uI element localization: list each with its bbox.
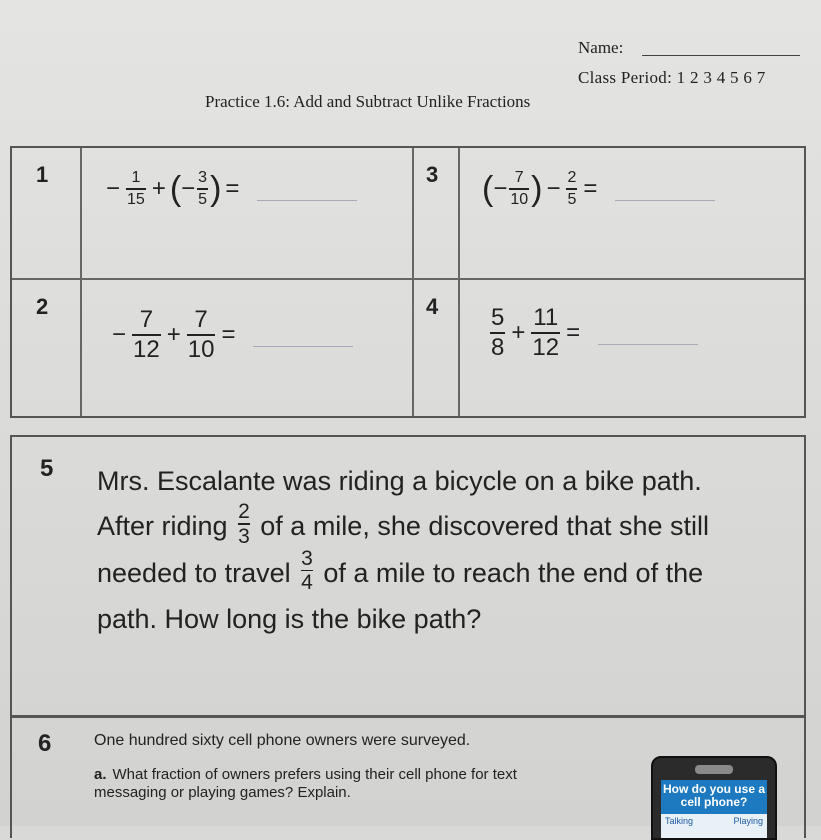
name-label: Name: xyxy=(578,38,624,57)
equals-sign: = xyxy=(566,318,581,346)
open-paren: ( xyxy=(169,169,182,208)
problem-4-expression xyxy=(488,306,698,360)
fraction-bar xyxy=(509,188,529,190)
problem-2-expression xyxy=(108,308,353,362)
equals-sign: = xyxy=(583,174,598,202)
fraction xyxy=(197,170,208,208)
minus-sign: − xyxy=(546,174,561,202)
cell-phone-illustration xyxy=(651,756,777,840)
numerator: 2 xyxy=(567,169,577,186)
inline-fraction xyxy=(301,548,313,594)
denominator: 10 xyxy=(187,335,215,363)
minus-sign: − xyxy=(493,174,508,202)
answer-blank[interactable] xyxy=(257,200,357,201)
phone-keys xyxy=(695,765,733,774)
question-a xyxy=(94,766,564,802)
numerator: 11 xyxy=(533,304,559,331)
name-blank-line xyxy=(642,55,800,56)
fraction-bar xyxy=(126,188,146,190)
fraction xyxy=(566,170,577,208)
denominator: 12 xyxy=(532,333,560,361)
fraction xyxy=(509,170,529,208)
inline-fraction xyxy=(238,501,250,547)
fraction-bar xyxy=(197,188,208,190)
denominator: 10 xyxy=(510,190,529,208)
denominator: 4 xyxy=(301,571,313,595)
problem-number: 1 xyxy=(36,162,49,187)
grid-divider xyxy=(12,278,804,280)
close-paren: ) xyxy=(531,169,543,208)
minus-sign: − xyxy=(106,174,121,202)
fraction xyxy=(531,306,560,360)
problem-1-expression xyxy=(102,170,357,208)
word-problem-text-part: of a mile to reach the end of the path. How long is the bike path? xyxy=(97,557,704,635)
phone-screen xyxy=(661,780,767,838)
survey-intro: One hundred sixty cell phone owners were surveyed. xyxy=(94,732,471,749)
fraction xyxy=(132,308,161,362)
numerator: 7 xyxy=(194,306,208,333)
equals-sign: = xyxy=(221,320,236,348)
fraction xyxy=(490,306,505,360)
answer-blank[interactable] xyxy=(615,200,715,201)
worksheet-title: Practice 1.6: Add and Subtract Unlike Fractions xyxy=(205,92,531,111)
close-paren: ) xyxy=(210,169,222,208)
problem-number: 4 xyxy=(426,294,439,319)
phone-option: Playing xyxy=(733,816,763,826)
phone-screen-options xyxy=(661,816,767,826)
denominator: 15 xyxy=(127,190,145,208)
problem-5-box xyxy=(10,435,806,717)
problem-3-expression xyxy=(482,170,715,208)
denominator: 12 xyxy=(133,335,160,363)
problem-number: 5 xyxy=(40,455,54,482)
denominator: 5 xyxy=(567,190,577,208)
minus-sign: − xyxy=(181,174,196,202)
word-problem-text-part: Mrs. Escalante was riding a bicycle on a bike path. After riding xyxy=(97,466,702,541)
numerator: 3 xyxy=(198,169,208,186)
word-problem-text-part: of a mile, she discovered that she still needed to travel xyxy=(97,511,709,588)
fraction xyxy=(126,170,146,208)
minus-sign: − xyxy=(112,320,127,348)
answer-blank[interactable] xyxy=(598,344,698,345)
numerator: 3 xyxy=(301,546,313,570)
question-text: What fraction of owners prefers using their cell phone for text messaging or playing games? Explain. xyxy=(94,766,517,801)
problems-grid xyxy=(10,146,806,418)
numerator: 1 xyxy=(131,169,141,186)
problem-number: 2 xyxy=(36,294,49,319)
class-period-label: Class Period: 1 2 3 4 5 6 7 xyxy=(578,68,766,87)
fraction xyxy=(187,308,216,362)
open-paren: ( xyxy=(482,169,494,208)
plus-sign: + xyxy=(151,174,166,202)
numerator: 5 xyxy=(491,304,505,331)
word-problem-text xyxy=(97,459,757,642)
grid-divider xyxy=(458,148,460,416)
plus-sign: + xyxy=(511,318,526,346)
denominator: 8 xyxy=(491,333,505,361)
phone-option: Talking xyxy=(665,816,694,826)
problem-number: 6 xyxy=(38,730,52,757)
grid-divider xyxy=(80,148,82,416)
denominator: 3 xyxy=(238,524,250,548)
equals-sign: = xyxy=(225,174,240,202)
fraction-bar xyxy=(566,188,577,190)
plus-sign: + xyxy=(166,320,181,348)
question-letter: a. xyxy=(94,766,107,783)
denominator: 5 xyxy=(198,190,208,208)
answer-blank[interactable] xyxy=(253,346,353,347)
phone-screen-title: How do you use a cell phone? xyxy=(661,780,767,814)
numerator: 2 xyxy=(238,500,250,524)
grid-divider xyxy=(412,148,414,416)
numerator: 7 xyxy=(514,169,524,186)
problem-number: 3 xyxy=(426,162,439,187)
numerator: 7 xyxy=(139,306,154,333)
